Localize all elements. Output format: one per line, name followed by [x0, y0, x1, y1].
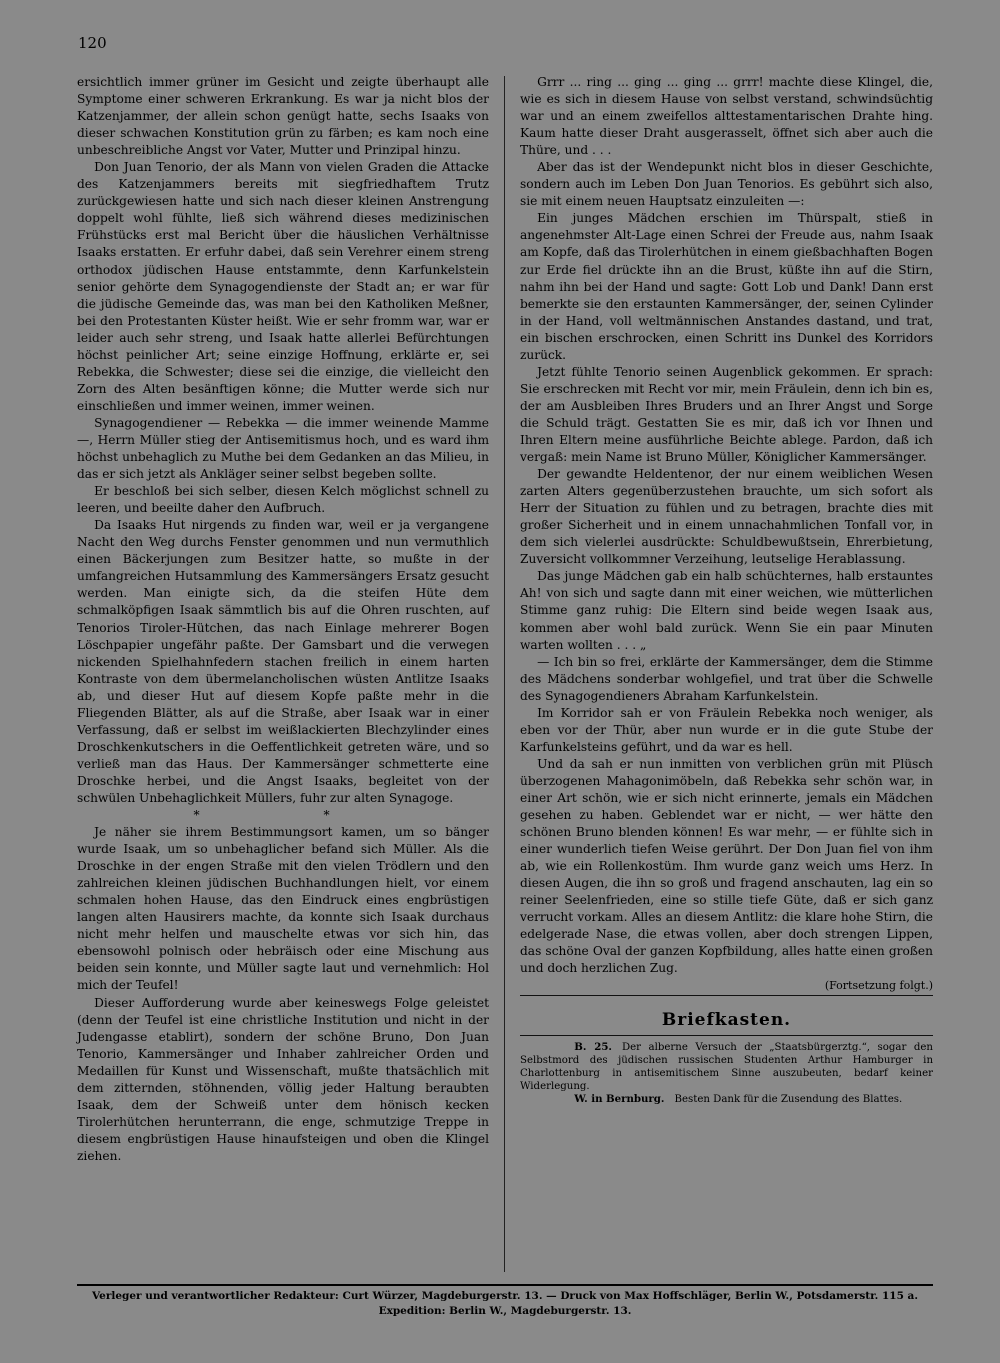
- paragraph: Ein junges Mädchen erschien im Thürspalt, stieß in angenehmster Alt-Lage einen Schrei der Freude aus, nahm Isaak am Kopfe, daß das Tirolerhütchen in einem gießbachhaften Bogen zur Erde fiel drückte ihn an die Brust, küßte ihn auf die Stirn, nahm ihn bei der Hand und sagte: Gott Lob und Dank! Dann erst bemerkte sie den erstaunten Kammersänger, der, seinen Cylinder in der Hand, voll weltmännischen Anstandes dastand, und trat, ein bischen erschrocken, einen Schritt ins Dunkel des Korridors zurück.: [520, 211, 933, 362]
- paragraph: Der gewandte Heldentenor, der nur einem weiblichen Wesen zarten Alters gegenüberzustehen brauchte, um sich sofort als Herr der Situation zu fühlen und zu betragen, brachte dies mit großer Sicherheit und in einem unnachahmlichen Tonfall vor, in dem sich vielerlei ausdrückte: Schuldbewußtsein, Ehrerbietung, Zuversicht vollkommner Verzeihung, leutselige Herablassung.: [520, 467, 933, 567]
- paragraph: Don Juan Tenorio, der als Mann von vielen Graden die Attacke des Katzenjammers bereits mit siegfriedhaftem Trutz zurückgewiesen hatte und sich nach dieser kleinen Anstrengung doppelt wohl fühlte, ließ sich während dieses medizinischen Frühstücks erst mal Bericht über die häuslichen Verhältnisse Isaaks erstatten. Er erfuhr dabei, daß sein Verehrer einem streng orthodox jüdischen Hause entstammte, denn Karfunkelstein senior gehörte dem Synagogendienste der Stadt an; er war für die jüdische Gemeinde das, was man bei den Katholiken Meßner, bei den Protestanten Küster heißt. Wie er sehr fromm war, war er leider auch sehr streng, und Isaak hatte allerlei Befürchtungen höchst peinlicher Art; seine einzige Hoffnung, erklärte er, sei Rebekka, die Schwester; diese sei die einzige, die vielleicht den Zorn des Alten besänftigen könne; die Mutter werde sich nur einschließen und immer weinen, immer weinen.: [77, 160, 489, 413]
- column-divider: [504, 76, 505, 1272]
- footer-rule: [77, 1284, 933, 1286]
- mailbox-entry: [520, 1041, 933, 1094]
- mailbox-entry-key: B. 25.: [574, 1040, 612, 1053]
- paragraph: Im Korridor sah er von Fräulein Rebekka noch weniger, als eben vor der Thür, aber nun wurde er in die gute Stube der Karfunkelsteins geführt, und da war es hell.: [520, 705, 933, 754]
- paragraph: Er beschloß bei sich selber, diesen Kelch möglichst schnell zu leeren, und beeilte daher den Aufbruch.: [77, 484, 489, 516]
- continued-note: (Fortsetzung folgt.): [824, 979, 933, 993]
- page-number: 120: [78, 34, 107, 52]
- imprint-line: Expedition: Berlin W., Magdeburgerstr. 13.: [378, 1305, 632, 1317]
- mailbox-entry-key: W. in Bernburg.: [574, 1093, 665, 1106]
- mailbox-title: Briefkasten.: [661, 1009, 792, 1030]
- imprint-line: Verleger und verantwortlicher Redakteur: Curt Würzer, Magdeburgerstr. 13. — Druck von Max Hoffschläger, Berlin W., Potsdamerstr. 115 a.: [91, 1290, 919, 1302]
- paragraph: ersichtlich immer grüner im Gesicht und zeigte überhaupt alle Symptome einer schweren Erkrankung. Es war ja nicht blos der Katzenjammer, der allein schon genügt hatte, sechs Isaaks von dieser schwachen Konstitution grün zu färben; es kam noch eine unbeschreibliche Angst vor Vater, Mutter und Prinzipal hinzu.: [77, 75, 489, 158]
- mailbox-rule: [520, 995, 933, 996]
- mailbox-entry-text: Besten Dank für die Zusendung des Blattes.: [674, 1094, 903, 1106]
- mailbox-entry: [520, 1093, 933, 1106]
- paragraph: Grrr ... ring ... ging ... ging ... grrr! machte diese Klingel, die, wie es sich in diesem Hause von selbst verstand, schwindsüchtig war und an einem zweifellos alttestamentarischen Drahte hing. Kaum hatte dieser Draht ausgerasselt, öffnet sich aber auch die Thüre, und . . .: [520, 75, 933, 158]
- paragraph: Aber das ist der Wendepunkt nicht blos in dieser Geschichte, sondern auch im Leben Don Juan Tenorios. Es gebührt sich also, sie mit einem neuen Hauptsatz einzuleiten —:: [520, 160, 933, 209]
- imprint-footer: [77, 1289, 933, 1319]
- paragraph: Das junge Mädchen gab ein halb schüchternes, halb erstauntes Ah! von sich und sagte dann mit einer weichen, wie mütterlichen Stimme ganz ruhig: Die Eltern sind beide wegen Isaak aus, kommen aber wohl bald zurück. Wenn Sie ein paar Minuten warten wollten . . . „: [520, 569, 933, 652]
- right-column: [520, 74, 933, 1107]
- paragraph: Synagogendiener — Rebekka — die immer weinende Mamme —, Herrn Müller stieg der Antisemitismus hoch, und es ward ihm höchst unbehaglich zu Muthe bei dem Gedanken an das Milieu, in das er sich jetzt als Ankläger seiner selbst begeben sollte.: [77, 415, 489, 482]
- section-separator: * *: [193, 808, 390, 823]
- mailbox-rule: [520, 1035, 933, 1036]
- paragraph: Jetzt fühlte Tenorio seinen Augenblick gekommen. Er sprach: Sie erschrecken mit Recht vor mir, mein Fräulein, denn ich bin es, der am Ausbleiben Ihres Bruders und an Ihrer Angst und Sorge die Schuld trägt. Gestatten Sie es mir, daß ich vor Ihnen und Ihren Eltern meine ausführliche Beichte ablege. Pardon, daß ich vergaß: mein Name ist Bruno Müller, Königlicher Kammersänger.: [520, 364, 933, 465]
- left-column: [77, 74, 489, 1165]
- paragraph: Dieser Aufforderung wurde aber keineswegs Folge geleistet (denn der Teufel ist eine christliche Institution und nicht in der Judengasse etablirt), sondern der schöne Bruno, Don Juan Tenorio, Kammersänger und Inhaber zahlreicher Orden und Medaillen für Kunst und Wissenschaft, mußte thatsächlich mit dem zitternden, stöhnenden, völlig jeder Haltung beraubten Isaak, dem der Schweiß unter dem hönisch kecken Tirolerhütchen herunterrann, die enge, schmutzige Treppe in diesem engbrüstigen Hause hinaufsteigen und oben die Klingel ziehen.: [77, 995, 489, 1163]
- mailbox-entry-text: Der alberne Versuch der „Staatsbürgerztg.“, sogar den Selbstmord des jüdischen russischen Studenten Arthur Hamburger in Charlottenburg in antisemitischem Sinne auszubeuten, bedarf keiner Widerlegung.: [520, 1041, 933, 1093]
- paragraph: Da Isaaks Hut nirgends zu finden war, weil er ja vergangene Nacht den Weg durchs Fenster genommen und nun vermuthlich einen Bäckerjungen zum Besitzer hatte, so mußte in der umfangreichen Hutsammlung des Kammersängers Ersatz gesucht werden. Man einigte sich, da die steifen Hüte dem schmalköpfigen Isaak sämmtlich bis auf die Ohren ruschten, auf Tenorios Tiroler-Hütchen, das nach Einlage mehrerer Bogen Löschpapier ungefähr paßte. Der Gamsbart und die verwegen nickenden Spielhahnfedern stachen freilich in einem harten Kontraste von dem übermelancholischen wüsten Antlitze Isaaks ab, und dieser Hut auf diesem Kopfe paßte mehr in die Fliegenden Blätter, als auf die Straße, aber Isaak war in einer Verfassung, daß er selbst im weißlackierten Blechzylinder eines Droschkenkutschers in die Oeffentlichkeit getreten wäre, und so verließ man das Haus. Der Kammersänger schmetterte eine Droschke herbei, und die Angst Isaaks, begleitet von der schwülen Unbehaglichkeit Müllers, fuhr zur alten Synagoge.: [77, 518, 489, 805]
- paragraph: — Ich bin so frei, erklärte der Kammersänger, dem die Stimme des Mädchens sonderbar wohlgefiel, und trat über die Schwelle des Synagogendieners Abraham Karfunkelstein.: [520, 654, 933, 703]
- paragraph: Je näher sie ihrem Bestimmungsort kamen, um so bänger wurde Isaak, um so unbehaglicher befand sich Müller. Als die Droschke in der engen Straße mit den vielen Trödlern und den zahlreichen kleinen jüdischen Buchhandlungen hielt, vor einem schmalen hohen Hause, das den Eindruck eines engbrüstigen langen alten Hausirers machte, da konnte sich Isaak durchaus nicht mehr helfen und mauschelte etwas vor sich hin, das ebensowohl polnisch oder hebräisch oder eine Mischung aus beiden sein konnte, und Müller sagte laut und vernehmlich: Hol mich der Teufel!: [77, 825, 489, 993]
- paragraph: Und da sah er nun inmitten von verblichen grün mit Plüsch überzogenen Mahagonimöbeln, daß Rebekka sehr schön war, in einer Art schön, wie er sich nicht erinnerte, jemals ein Mädchen gesehen zu haben. Geblendet war er nicht, — wer hätte den schönen Bruno blenden können! Es war mehr, — er fühlte sich in einer wunderlich tiefen Weise gerührt. Der Don Juan fiel von ihm ab, wie ein Rollenkostüm. Ihm wurde ganz weich ums Herz. In diesen Augen, die ihn so groß und fragend anschauten, lag ein so reiner Seelenfrieden, eine so stille tiefe Güte, daß er sich ganz verrucht vorkam. Alles an diesem Antlitz: die klare hohe Stirn, die edelgerade Nase, die etwas vollen, aber doch strengen Lippen, das schöne Oval der ganzen Kopfbildung, alles hatte einen großen und doch herzlichen Zug.: [520, 756, 933, 976]
